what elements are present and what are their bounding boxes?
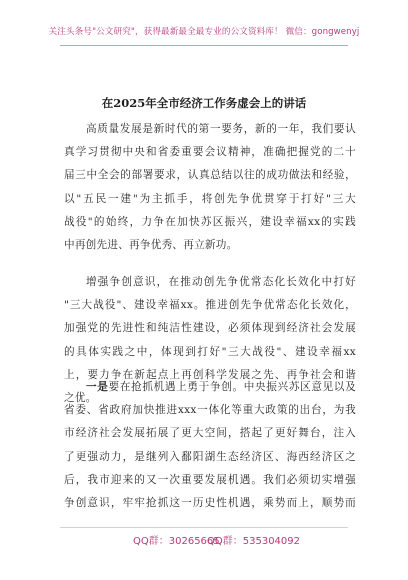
paragraph-line <box>64 376 356 399</box>
paragraph-line: 以"五民一建"为主抓手，将创先争优贯穿于打好"三大 <box>64 192 356 205</box>
footer-qq-group-1: QQ群：30265665 <box>133 536 220 547</box>
paragraph-line: 了更强动力，是继列入鄱阳湖生态经济区、海西经济区之 <box>64 450 356 463</box>
paragraph-line: 省委、省政府加快推进xxx一体化等重大政策的出台，为我 <box>64 404 356 417</box>
document-title: 在2025年全市经济工作务虚会上的讲话 <box>101 96 307 110</box>
paragraph-line: 高质量发展是新时代的第一要务，新的一年，我们要认 <box>86 123 356 135</box>
paragraph-lead: 一是 <box>86 381 109 393</box>
paragraph-line: 之优。 <box>64 391 97 404</box>
paragraph-1 <box>64 118 356 257</box>
paragraph-line: 加强党的先进性和纯洁性建设，必须体现到经济社会发展 <box>64 322 356 335</box>
header-divider <box>60 45 348 46</box>
paragraph-line: 真学习贯彻中央和省委重要会议精神，准确把握党的二十 <box>64 146 356 159</box>
paragraph-line: 战役"的始终，力争在加快苏区振兴，建设幸福xx的实践 <box>64 215 356 228</box>
paragraph-line: 上，要力争在新起点上再创科学发展之先、再争社会和谐 <box>64 368 356 381</box>
paragraph-line: 争创意识，牢牢抢抓这一历史性机遇，乘势而上，顺势而 <box>64 496 356 509</box>
paragraph-line: 的具体实践之中，体现到打好"三大战役"、建设幸福xx <box>64 345 356 358</box>
paragraph-line: 届三中全会的部署要求，认真总结以往的成功做法和经验， <box>64 169 356 182</box>
paragraph-line: "三大战役"、建设幸福xx。推进创先争优常态化长效化， <box>64 299 356 312</box>
footer-divider <box>60 527 348 528</box>
paragraph-3 <box>64 376 356 515</box>
paragraph-line: 增强争创意识，在推动创先争优常态化长效化中打好 <box>86 276 356 288</box>
header-banner: 关注头条号"公文研究"，获得最新最全最专业的公文资料库！ 微信：gongwenyj <box>48 27 360 37</box>
paragraph-line: 后，我市迎来的又一次重要发展机遇。我们必须切实增强 <box>64 473 356 486</box>
paragraph-line: 中再创先进、再争优秀、再立新功。 <box>64 238 238 251</box>
paragraph-line: 市经济社会发展拓展了更大空间，搭起了更好舞台，注入 <box>64 427 356 440</box>
footer-qq-group-2: QQ群：535304092 <box>207 536 301 547</box>
paragraph-line-text: 要在抢抓机遇上勇于争创。中央振兴苏区意见以及 <box>108 381 357 393</box>
